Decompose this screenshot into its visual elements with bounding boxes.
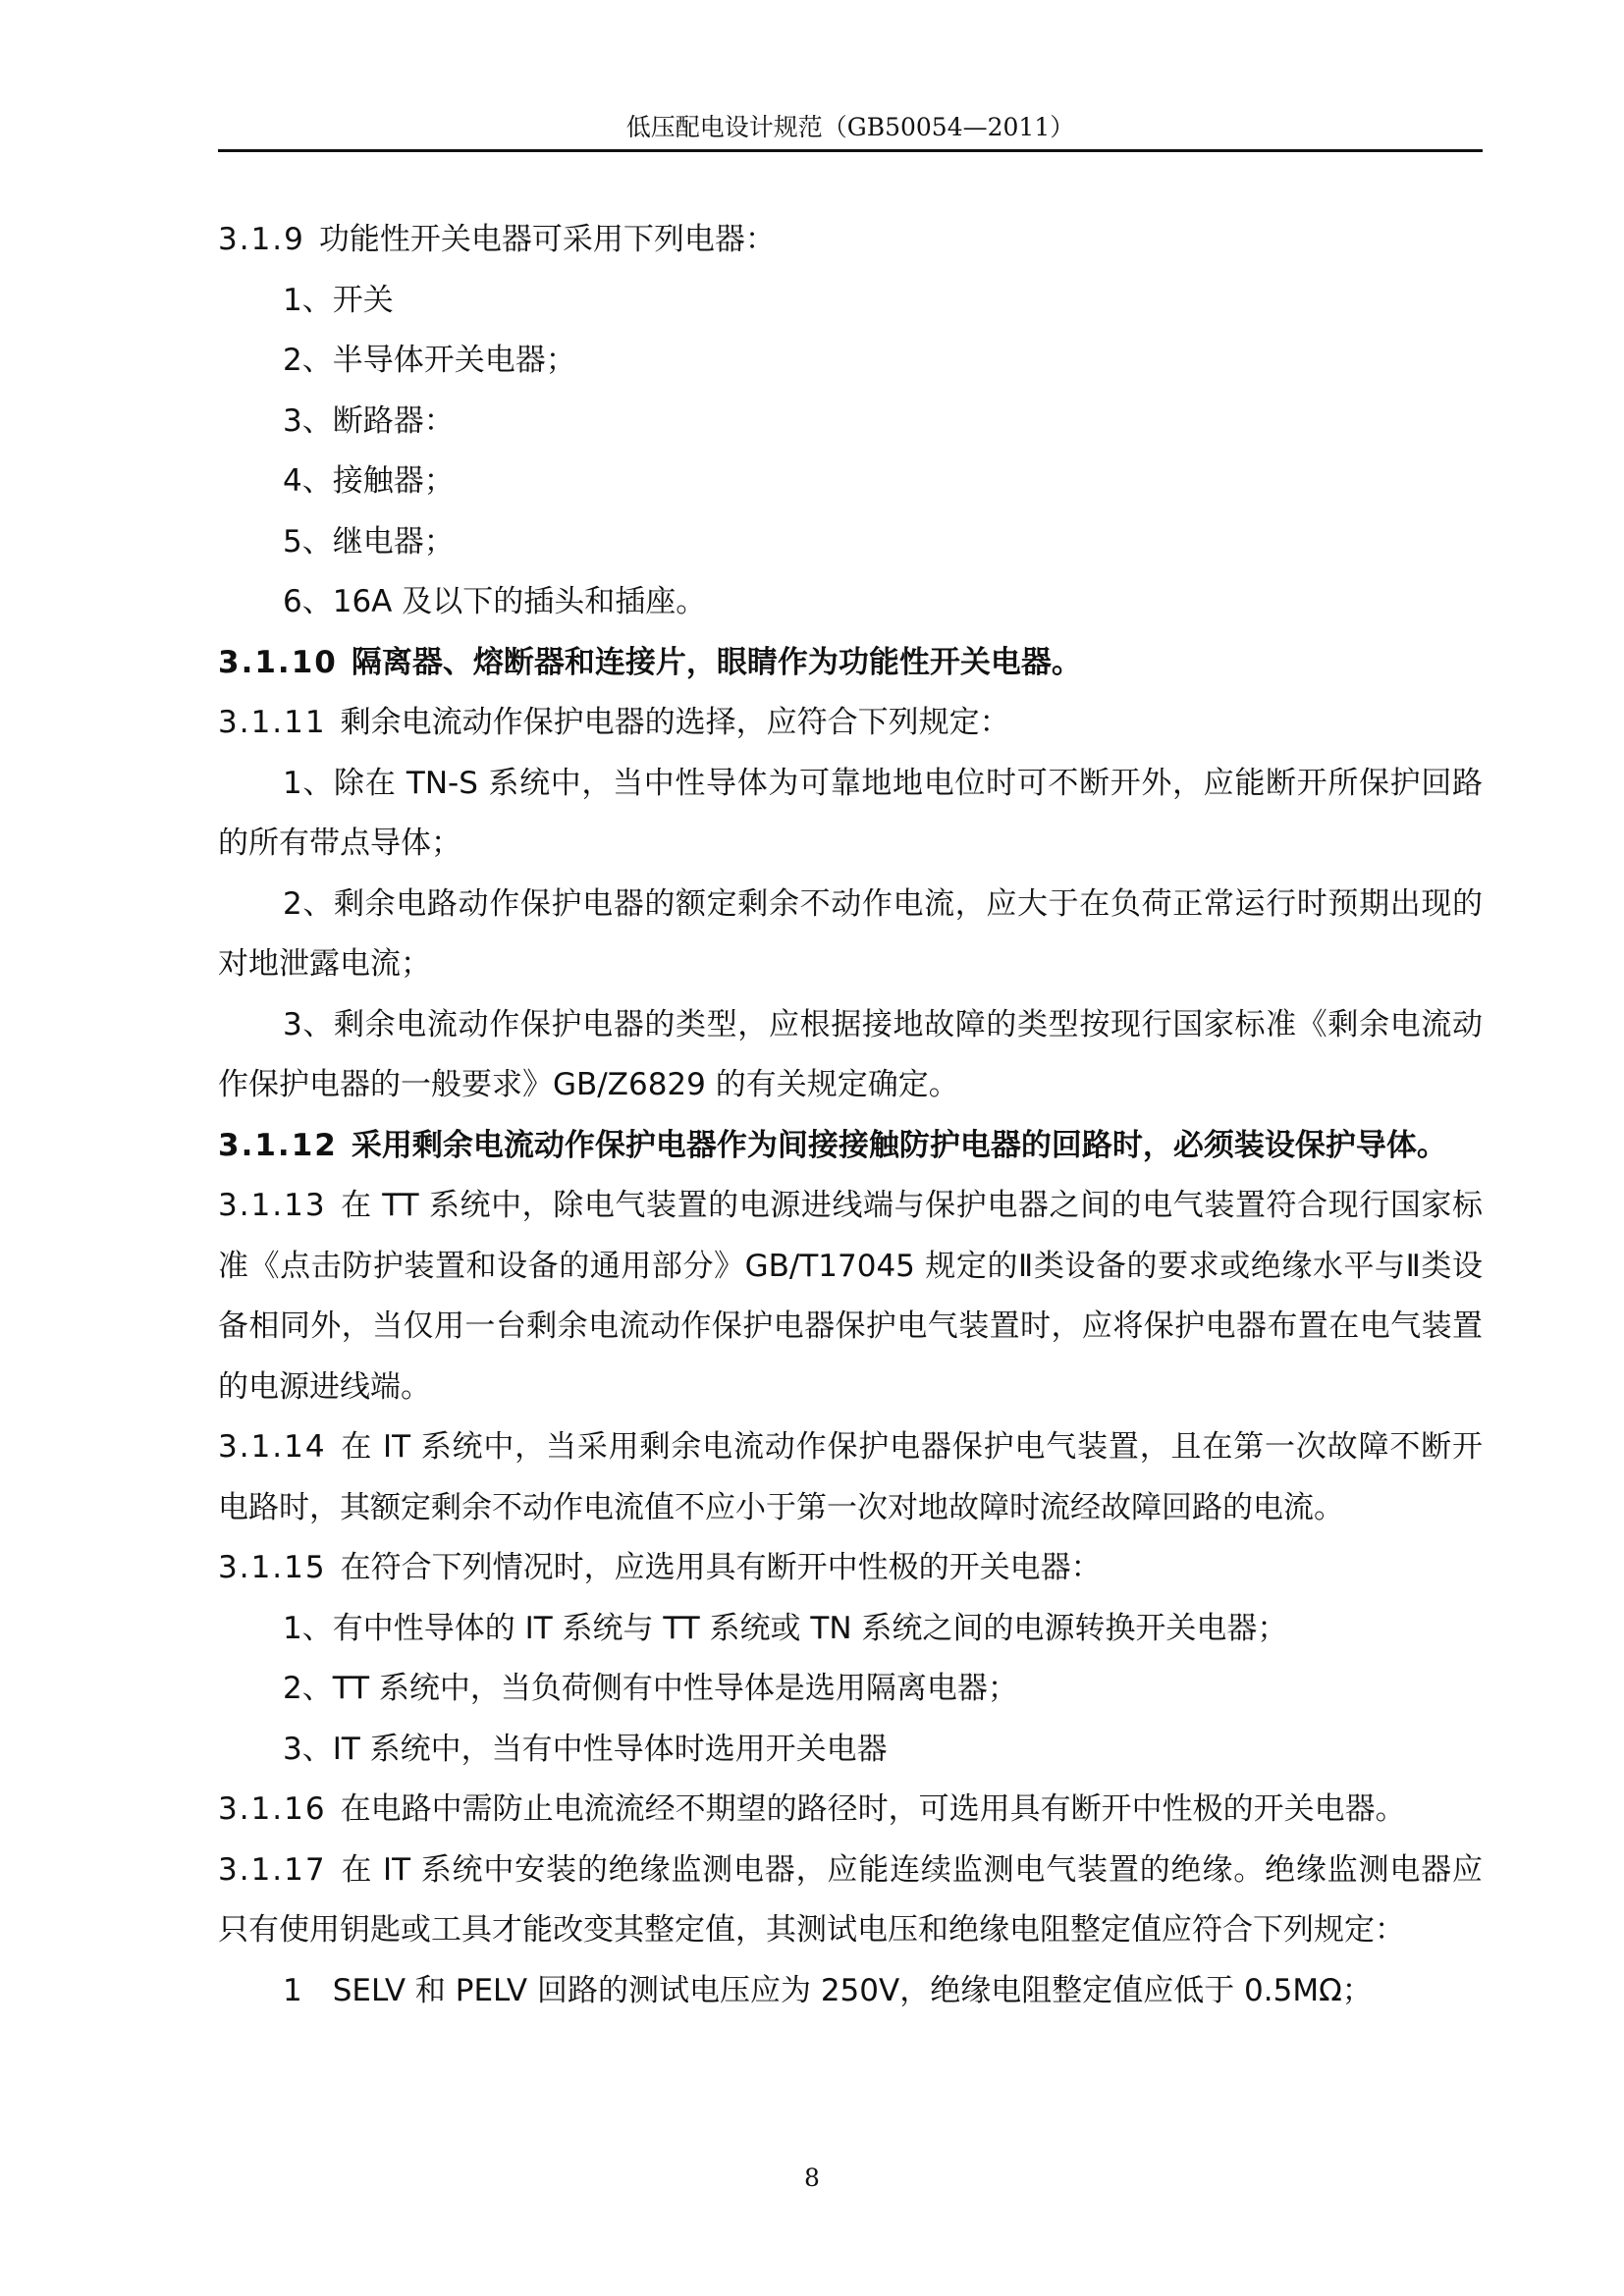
list-item: 2、TT 系统中，当负荷侧有中性导体是选用隔离电器； (283, 1671, 1018, 1706)
clause-text: 采用剩余电流动作保护电器作为间接接触防护电器的回路时，必须装设保护导体。 (351, 1127, 1447, 1163)
clause-3-1-12 (218, 1116, 1483, 1177)
clause-number: 3.1.10 (218, 644, 338, 680)
list-item: 1 SELV 和 PELV 回路的测试电压应为 250V，绝缘电阻整定值应低于 0.5MΩ； (283, 1972, 1373, 2008)
clause-number: 3.1.16 (218, 1791, 327, 1827)
clause-number: 3.1.14 (218, 1429, 327, 1465)
list-item: 3、IT 系统中，当有中性导体时选用开关电器 (283, 1731, 888, 1767)
clause-text: 隔离器、熔断器和连接片，眼睛作为功能性开关电器。 (351, 644, 1082, 680)
clause-number: 3.1.17 (218, 1851, 327, 1888)
page-number: 8 (804, 2163, 820, 2192)
clause-3-1-17 (218, 1841, 1483, 1961)
list-item: 1、开关 (283, 282, 394, 318)
list-item: 2、剩余电路动作保护电器的额定剩余不动作电流，应大于在负荷正常运行时预期出现的对地泄露电流； (218, 885, 1483, 982)
clause-text: 在符合下列情况时，应选用具有断开中性极的开关电器： (340, 1550, 1102, 1585)
clause-text: 在 TT 系统中，除电气装置的电源进线端与保护电器之间的电气装置符合现行国家标准《点击防护装置和设备的通用部分》GB/T17045 规定的Ⅱ类设备的要求或绝缘水平与Ⅱ类设备相同外，当仅用一台剩余电流动作保护电器保护电气装置时，应将保护电器布置在电气装置的电源进线端。 (218, 1188, 1483, 1405)
list-item: 3、断路器： (283, 402, 455, 439)
list-item: 3、剩余电流动作保护电器的类型，应根据接地故障的类型按现行国家标准《剩余电流动作保护电器的一般要求》GB/Z6829 的有关规定确定。 (218, 1006, 1483, 1102)
list-item: 6、16A 及以下的插头和插座。 (283, 584, 707, 619)
clause-3-1-16 (218, 1780, 1483, 1841)
clause-number: 3.1.12 (218, 1127, 338, 1163)
clause-number: 3.1.15 (218, 1550, 327, 1585)
clause-3-1-13 (218, 1176, 1483, 1417)
clause-number: 3.1.9 (218, 222, 305, 257)
clause-3-1-10 (218, 633, 1483, 694)
clause-text: 功能性开关电器可采用下列电器： (318, 222, 776, 257)
running-header: 低压配电设计规范（GB50054—2011） (625, 113, 1075, 141)
clause-3-1-15 (218, 1538, 1483, 1599)
clause-text: 在电路中需防止电流流经不期望的路径时，可选用具有断开中性极的开关电器。 (340, 1791, 1406, 1827)
list-item: 4、接触器； (283, 463, 455, 499)
clause-3-1-11 (218, 693, 1483, 754)
clause-text: 剩余电流动作保护电器的选择，应符合下列规定： (340, 705, 1010, 740)
header-rule (218, 149, 1483, 152)
clause-text: 在 IT 系统中安装的绝缘监测电器，应能连续监测电气装置的绝缘。绝缘监测电器应只有使用钥匙或工具才能改变其整定值，其测试电压和绝缘电阻整定值应符合下列规定： (218, 1851, 1483, 1948)
clause-number: 3.1.13 (218, 1188, 327, 1223)
list-item: 5、继电器； (283, 523, 455, 560)
list-item: 1、除在 TN-S 系统中，当中性导体为可靠地地电位时可不断开外，应能断开所保护回路的所有带点导体； (218, 765, 1483, 861)
clause-text: 在 IT 系统中，当采用剩余电流动作保护电器保护电气装置，且在第一次故障不断开电路时，其额定剩余不动作电流值不应小于第一次对地故障时流经故障回路的电流。 (218, 1429, 1483, 1525)
list-item: 1、有中性导体的 IT 系统与 TT 系统或 TN 系统之间的电源转换开关电器； (283, 1610, 1288, 1646)
document-body (218, 210, 1483, 2021)
clause-3-1-9 (218, 210, 1483, 271)
clause-number: 3.1.11 (218, 705, 327, 740)
list-item: 2、半导体开关电器； (283, 343, 576, 378)
clause-3-1-14 (218, 1417, 1483, 1538)
